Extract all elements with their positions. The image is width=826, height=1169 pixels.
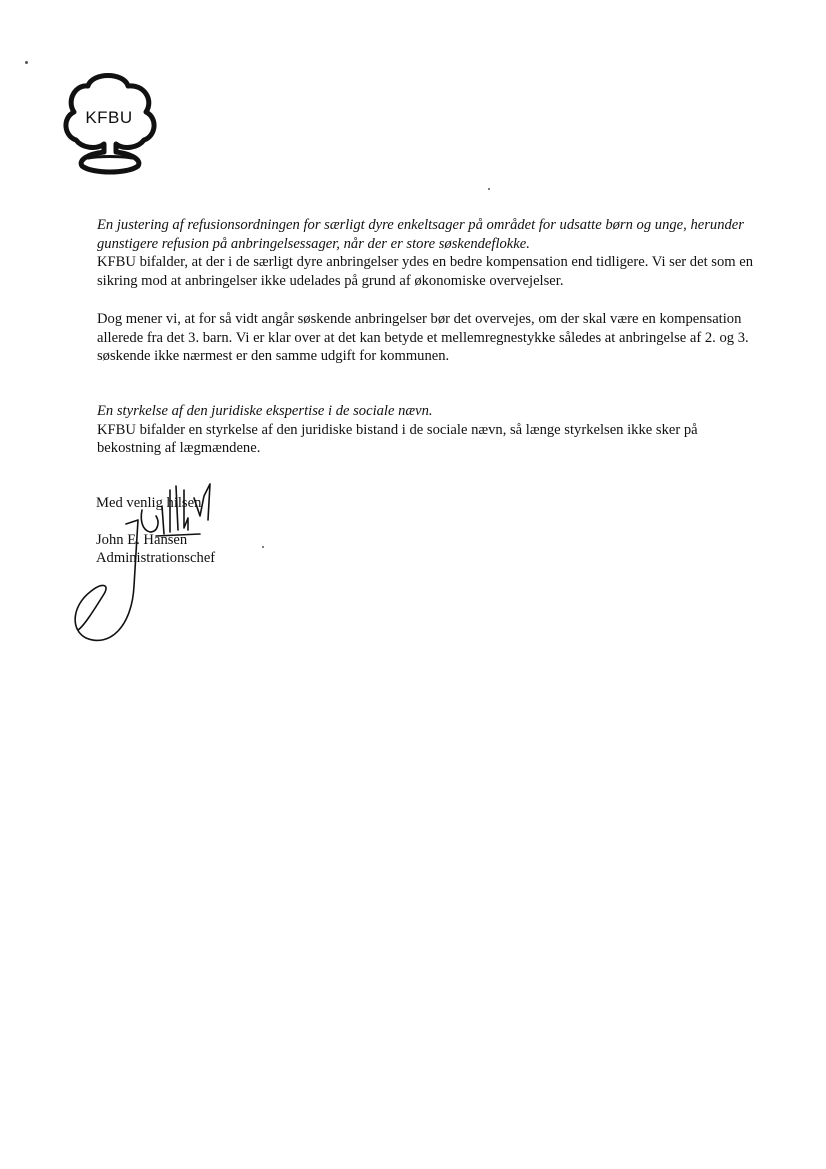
closing-greeting: Med venlig hilsen: [96, 495, 202, 511]
refusion-section: [97, 216, 757, 290]
signer-name: John E. Hansen: [96, 532, 188, 548]
scan-speck: [262, 546, 264, 548]
scan-speck: [488, 188, 490, 190]
scan-speck: [25, 61, 28, 64]
legal-section: [97, 402, 757, 458]
logo-text: KFBU: [85, 108, 133, 127]
siblings-section: [97, 310, 757, 366]
legal-heading: En styrkelse af den juridiske ekspertise i de sociale nævn.: [97, 403, 433, 419]
signer-title: Administrationschef: [96, 550, 216, 566]
siblings-paragraph: Dog mener vi, at for så vidt angår søskende anbringelser bør det overvejes, om der skal være en kompensation allerede fra det 3. barn. Vi er klar over at det kan betyde et mellemregnestykke således at anbringelse af 2. og 3. søskende ikke nærmest er den samme udgift for kommunen.: [97, 311, 749, 365]
legal-paragraph: KFBU bifalder en styrkelse af den juridiske bistand i de sociale nævn, så længe styrkelsen ikke sker på bekostning af lægmændene.: [97, 421, 698, 457]
refusion-heading: En justering af refusionsordningen for særligt dyre enkeltsager på området for udsatte børn og unge, herunder gunstigere refusion på anbringelsessager, når der er store søskendeflokke.: [97, 217, 744, 252]
refusion-paragraph: KFBU bifalder, at der i de særligt dyre anbringelser ydes en bedre kompensation end tidligere. Vi ser det som en sikring mod at anbringelser ikke udelades på grund af økonomiske overvejelser.: [97, 254, 754, 289]
kfbu-clover-logo: [58, 70, 162, 176]
